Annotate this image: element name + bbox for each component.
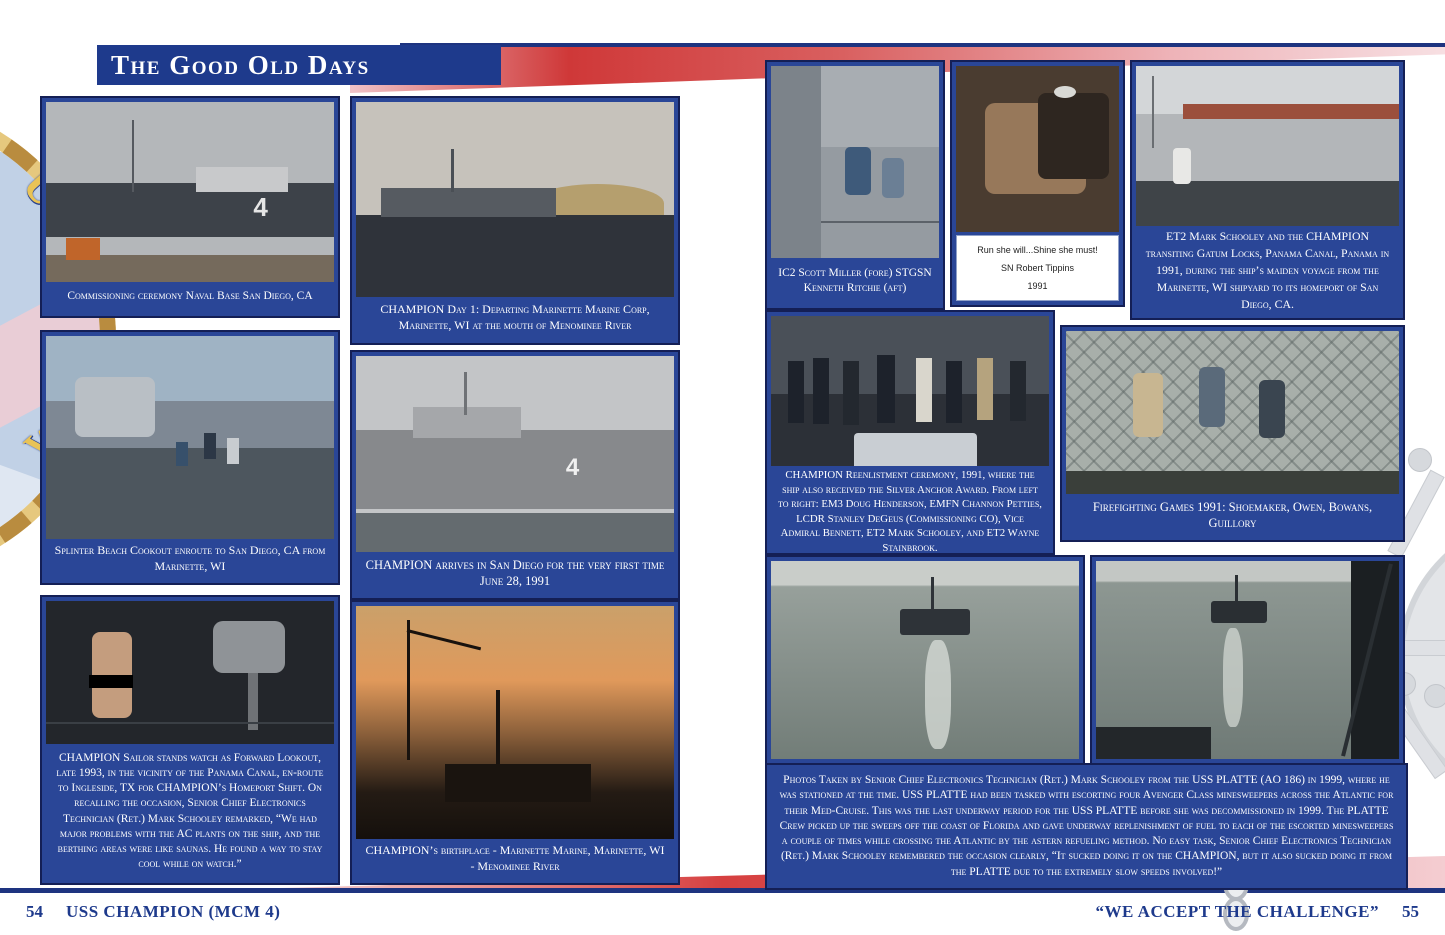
caption-commissioning: Commissioning ceremony Naval Base San Diego, CA [67, 290, 313, 303]
caption-platte: Photos Taken by Senior Chief Electronics Technician (Ret.) Mark Schooley from the USS PLATTE (AO 186) in 1999, where he was stationed at the time. USS PLATTE had been tasked with escorting four Avenger Class minesweepers across the Atlantic for their Med-Cruise. This was the last underway period for the USS PLATTE before she was decommissioned in 1999. The PLATTE Crew picked up the sweeps off the coast of Florida and gave underway replenishment of fuel to each of the escorted minesweepers a couple of times while crossing the Atlantic by the astern refueling method. No easy task, Senior Chief Electronics Technician (Ret.) Mark Schooley remembered the occasion clearly, “It sucked doing it on the CHAMPION, but it also sucked doing it from the PLATTE due to the extremely slow speeds involved!” [765, 763, 1408, 890]
page-title: The Good Old Days [111, 49, 370, 80]
tippins-line1: Run she will...Shine she must! [977, 245, 1098, 255]
tippins-line3: 1991 [1027, 281, 1048, 291]
photo-splinter-beach-cookout [46, 336, 334, 539]
caption-reenlistment: CHAMPION Reenlistment ceremony, 1991, where the ship also received the Silver Anchor Award. From left to right: EM3 Doug Henderson, EMFN Channon Petties, LCDR Stanley DeGeus (Commissioning CO), Vice Admiral Bennett, ET2 Mark Schooley, and ET2 Wayne Stainbrook. [778, 469, 1042, 554]
hull-number: 4 [253, 192, 268, 222]
photo-card-platte-right [1090, 555, 1405, 765]
footer-ship-title: USS CHAMPION (MCM 4) [66, 902, 281, 921]
photo-card-platte-left [765, 555, 1085, 765]
caption-gatum-locks: ET2 Mark Schooley and the CHAMPION transiting Gatum Locks, Panama Canal, Panama in 1991, during the ship’s maiden voyage from the Marinette, WI shipyard to its homeport of San Diego, CA. [1145, 229, 1390, 312]
caption-lookout: CHAMPION Sailor stands watch as Forward Lookout, late 1993, in the vicinity of the Panama Canal, en-route to Ingleside, TX for CHAMPION’s Homeport Shift. On recalling the occasion, Senior Chief Electronics Technician (Ret.) Mark Schooley remarked, “We had major problems with the AC plants on the ship, and the berthing areas were like saunas. He found a way to stay cool while on watch.” [56, 751, 324, 871]
wheel-spoke [1404, 640, 1445, 656]
photo-tippins-shining [956, 66, 1119, 232]
wheel-knob [1408, 448, 1432, 472]
photo-card-birthplace [350, 600, 680, 885]
photo-minesweeper-at-sea-2 [1096, 561, 1399, 759]
footer [0, 896, 1445, 935]
caption-arrival: CHAMPION arrives in San Diego for the very first time June 28, 1991 [365, 557, 665, 588]
caption-cookout: Splinter Beach Cookout enroute to San Diego, CA from Marinette, WI [54, 543, 326, 573]
page-number-left: 54 [26, 902, 43, 921]
photo-card-commissioning [40, 96, 340, 318]
photo-card-reenlistment [765, 310, 1055, 555]
caption-birthplace: CHAMPION’s birthplace - Marinette Marine, Marinette, WI - Menominee River [365, 843, 665, 873]
photo-reenlistment-ceremony [771, 316, 1049, 466]
caption-day1: CHAMPION Day 1: Departing Marinette Marine Corp, Marinette, WI at the mouth of Menominee River [380, 302, 650, 332]
photo-card-tippins [950, 60, 1125, 307]
photo-arrives-san-diego [356, 356, 674, 552]
photo-firefighting-games [1066, 331, 1399, 494]
photo-forward-lookout [46, 601, 334, 744]
top-divider-rule [400, 43, 1445, 47]
wheel-knob [1424, 684, 1445, 708]
photo-departing-marinette [356, 102, 674, 297]
photo-card-lookout [40, 595, 340, 885]
photo-commissioning-ceremony [46, 102, 334, 282]
photo-card-cookout [40, 330, 340, 585]
photo-card-day1 [350, 96, 680, 345]
photo-marinette-sunset [356, 606, 674, 839]
hull-number: 4 [565, 454, 580, 481]
photo-card-miller-ritchie [765, 60, 945, 310]
photo-miller-ritchie [771, 66, 939, 258]
photo-minesweeper-at-sea-1 [771, 561, 1079, 759]
footer-motto: “WE ACCEPT THE CHALLENGE” [1095, 902, 1379, 921]
photo-card-firefighting [1060, 325, 1405, 542]
caption-firefighting: Firefighting Games 1991: Shoemaker, Owen, Bowans, Guillory [1092, 499, 1373, 530]
photo-gatum-locks [1136, 66, 1399, 226]
tippins-line2: SN Robert Tippins [1000, 263, 1075, 273]
tippins-label [956, 235, 1119, 301]
page-number-right: 55 [1402, 902, 1419, 921]
photo-card-gatum-locks [1130, 60, 1405, 320]
page-title-banner [97, 45, 501, 85]
photo-card-arrival [350, 350, 680, 600]
caption-miller-ritchie: IC2 Scott Miller (fore) STGSN Kenneth Ritchie (aft) [778, 266, 932, 294]
